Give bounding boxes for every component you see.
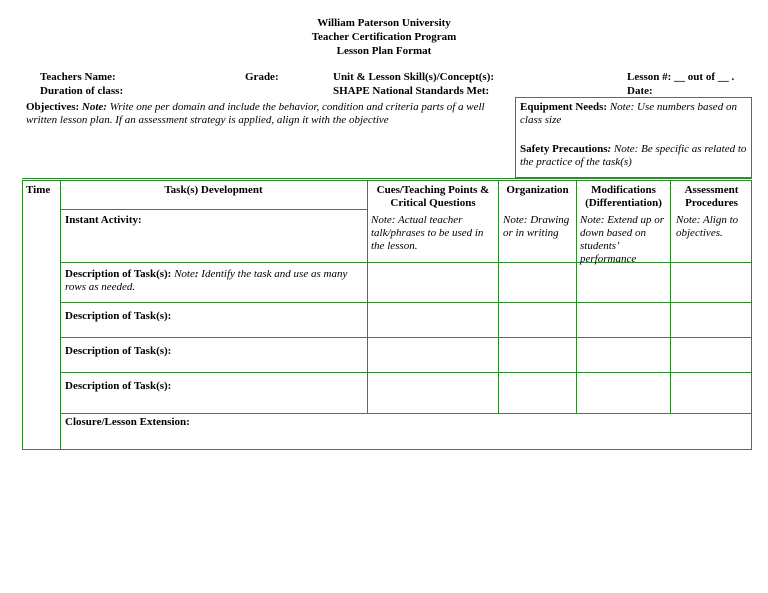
- description-task-2-label: Description of Task(s):: [65, 310, 172, 322]
- description-note-text: Identify the task and use as many rows as needed.: [65, 268, 348, 293]
- safety-label: Safety Precautions: [520, 143, 608, 155]
- header-cues: Cues/Teaching Points & Critical Questions: [376, 184, 490, 209]
- col-divider-modifications: [670, 180, 671, 414]
- header-time: Time: [26, 184, 51, 196]
- col-divider-time: [60, 180, 61, 450]
- date-label: Date:: [627, 85, 653, 97]
- safety-precautions: [520, 143, 748, 169]
- col-divider-task: [367, 180, 368, 414]
- equipment-text: Note: Use numbers based on class size: [520, 101, 737, 126]
- organization-note: Note: Drawing or in writing: [503, 214, 570, 239]
- description-note-label: Note: [174, 268, 195, 280]
- row-divider-desc4: [60, 413, 752, 414]
- description-task-3-label: Description of Task(s):: [65, 345, 172, 357]
- equipment-needs: [520, 101, 748, 127]
- objectives: [26, 101, 511, 127]
- row-divider-header: [60, 209, 367, 210]
- teachers-name-label: Teachers Name:: [40, 71, 116, 83]
- instant-activity-label: Instant Activity:: [65, 214, 142, 226]
- header-task-development: Task(s) Development: [164, 184, 263, 196]
- grade-label: Grade:: [245, 71, 279, 83]
- top-section-bottom-rule: [22, 178, 752, 179]
- shape-standards-label: SHAPE National Standards Met:: [333, 85, 490, 97]
- row-divider-desc3: [60, 372, 752, 373]
- unit-skill-label: Unit & Lesson Skill(s)/Concept(s):: [333, 71, 495, 83]
- col-divider-cues: [498, 180, 499, 414]
- row-divider-desc2: [60, 337, 752, 338]
- safety-text: Note: Be specific as related to the practice of the task(s): [520, 143, 747, 168]
- header-assessment: Assessment Procedures: [684, 184, 739, 209]
- col-divider-organization: [576, 180, 577, 414]
- description-task-1: [65, 268, 355, 294]
- lesson-number-label: Lesson #: __ out of __ .: [627, 71, 735, 83]
- safety-colon: :: [607, 143, 612, 155]
- university-name: William Paterson University: [317, 17, 451, 29]
- program-name: Teacher Certification Program: [311, 31, 457, 43]
- cues-note: Note: Actual teacher talk/phrases to be used in the lesson.: [371, 214, 484, 252]
- row-divider-desc1: [60, 302, 752, 303]
- modifications-note: Note: Extend up or down based on students’ performance: [580, 214, 665, 265]
- assessment-note: Note: Align to objectives.: [676, 214, 739, 239]
- closure-label: Closure/Lesson Extension:: [65, 416, 190, 428]
- description-task-1-label: Description of Task(s):: [65, 268, 172, 280]
- duration-label: Duration of class:: [40, 85, 124, 97]
- objectives-text: Write one per domain and include the behavior, condition and criteria parts of a well written lesson plan. If an assessment strategy is applied, align it with the objective: [26, 101, 485, 126]
- objectives-note-label: Note:: [81, 101, 107, 113]
- document-title: Lesson Plan Format: [336, 45, 432, 57]
- header-modifications: Modifications (Differentiation): [585, 184, 662, 209]
- equipment-label: Equipment Needs:: [520, 101, 608, 113]
- objectives-label: Objectives:: [26, 101, 80, 113]
- description-task-4-label: Description of Task(s):: [65, 380, 172, 392]
- description-note-colon: :: [194, 268, 199, 280]
- header-organization: Organization: [506, 184, 569, 196]
